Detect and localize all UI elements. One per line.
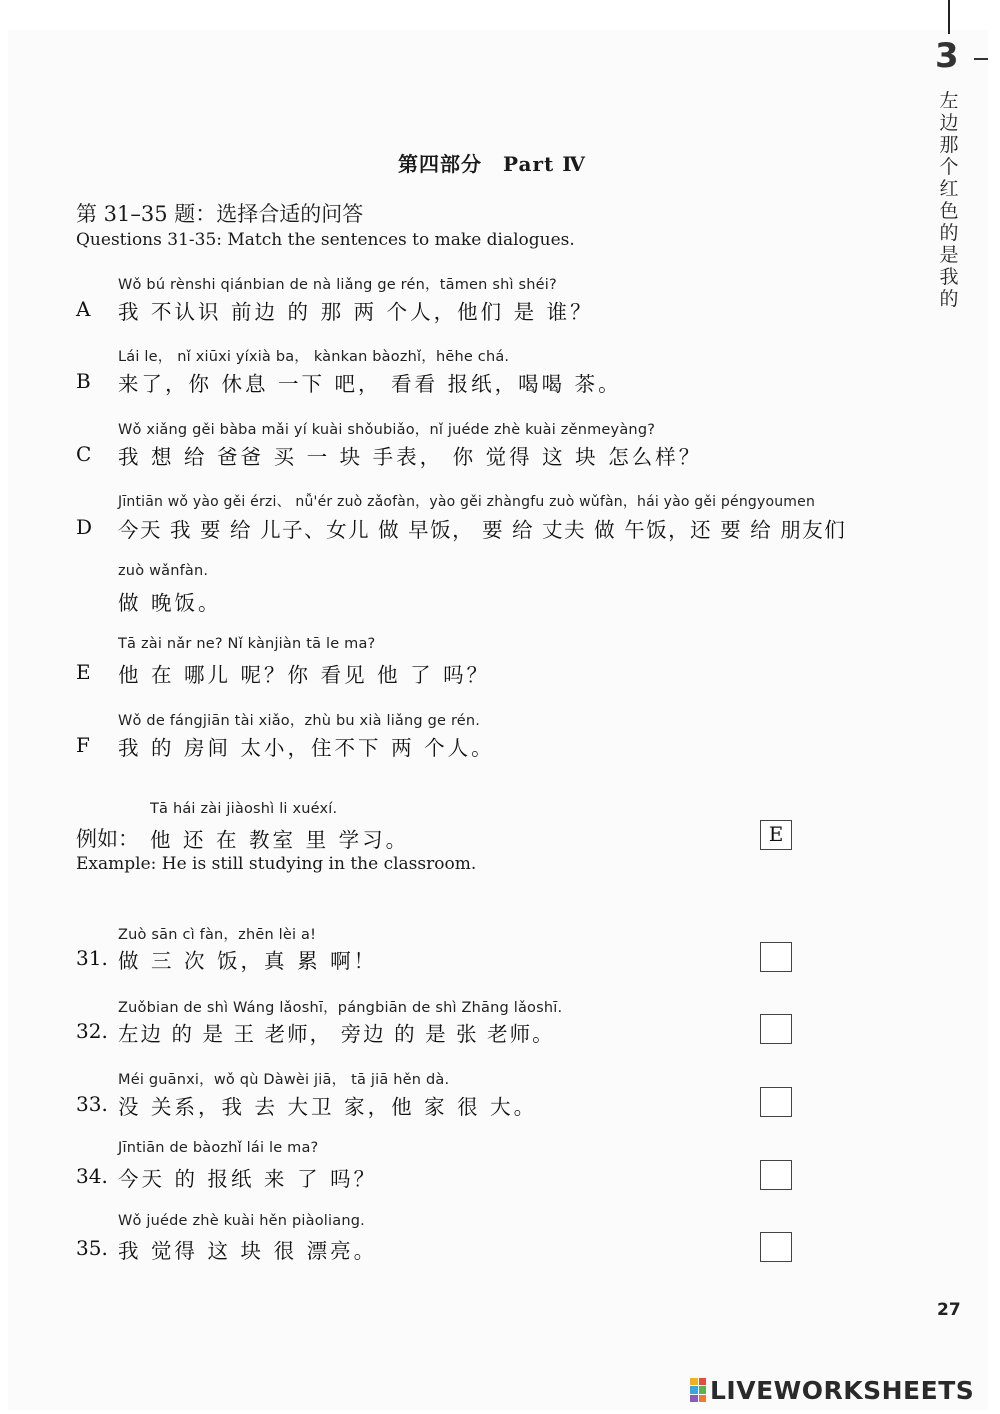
logo-square <box>699 1386 707 1393</box>
question-33-answer-box[interactable] <box>760 1087 792 1117</box>
question-31-answer-box[interactable] <box>760 942 792 972</box>
liveworksheets-logo[interactable] <box>690 1375 974 1405</box>
question-31-hanzi: 做 三 次 饭，真 累 啊！ <box>118 949 378 973</box>
unit-tab-line <box>948 0 950 34</box>
option-e-pinyin: Tā zài nǎr ne? Nǐ kànjiàn tā le ma? <box>118 636 376 652</box>
unit-tab-dash <box>974 58 988 60</box>
example-hanzi: 他 还 在 教室 里 学习。 <box>150 828 410 852</box>
option-d-hanzi-continued: 做 晚饭。 <box>118 591 222 615</box>
option-a-hanzi: 我 不认识 前边 的 那 两 个人，他们 是 谁？ <box>118 300 594 324</box>
question-32-hanzi: 左边 的 是 王 老师， 旁边 的 是 张 老师。 <box>118 1022 555 1046</box>
question-34-hanzi: 今天 的 报纸 来 了 吗？ <box>118 1167 378 1191</box>
logo-square <box>690 1386 698 1393</box>
option-f-hanzi: 我 的 房间 太小，住不下 两 个人。 <box>118 736 495 760</box>
option-e-letter: E <box>76 660 91 684</box>
question-33-number: 33. <box>76 1092 108 1116</box>
question-31-pinyin: Zuò sān cì fàn，zhēn lèi a! <box>118 927 317 943</box>
option-b-letter: B <box>76 369 91 393</box>
question-35-answer-box[interactable] <box>760 1232 792 1262</box>
logo-square <box>699 1395 707 1402</box>
option-e-hanzi: 他 在 哪儿 呢？你 看见 他 了 吗？ <box>118 663 491 687</box>
question-32-pinyin: Zuǒbian de shì Wáng lǎoshī，pángbiān de shì Zhāng lǎoshī. <box>118 1000 563 1016</box>
example-english: Example: He is still studying in the classroom. <box>76 854 477 874</box>
logo-square <box>690 1378 698 1385</box>
question-31-number: 31. <box>76 946 108 970</box>
logo-square <box>690 1395 698 1402</box>
option-d-hanzi: 今天 我 要 给 儿子、女儿 做 早饭， 要 给 丈夫 做 午饭，还 要 给 朋友们 <box>118 518 847 542</box>
question-32-answer-box[interactable] <box>760 1014 792 1044</box>
option-d-pinyin-continued: zuò wǎnfàn. <box>118 563 209 579</box>
page-number: 27 <box>937 1300 961 1320</box>
option-f-pinyin: Wǒ de fángjiān tài xiǎo，zhù bu xià liǎng ge rén. <box>118 713 481 729</box>
option-f-letter: F <box>76 733 90 757</box>
question-35-pinyin: Wǒ juéde zhè kuài hěn piàoliang. <box>118 1213 365 1229</box>
instruction-chinese: 第 31–35 题：选择合适的问答 <box>76 202 364 226</box>
option-c-letter: C <box>76 442 92 466</box>
liveworksheets-logo-icon <box>690 1378 706 1402</box>
question-34-number: 34. <box>76 1164 108 1188</box>
unit-title: 左边那个红色的是我的 <box>939 90 959 310</box>
question-33-hanzi: 没 关系，我 去 大卫 家，他 家 很 大。 <box>118 1095 538 1119</box>
liveworksheets-brand-text: LIVEWORKSHEETS <box>710 1375 975 1405</box>
example-pinyin: Tā hái zài jiàoshì li xuéxí. <box>150 801 338 817</box>
question-34-answer-box[interactable] <box>760 1160 792 1190</box>
option-b-pinyin: Lái le， nǐ xiūxi yíxià ba， kànkan bàozhǐ，hēhe chá. <box>118 349 510 365</box>
option-c-hanzi: 我 想 给 爸爸 买 一 块 手表， 你 觉得 这 块 怎么样？ <box>118 445 703 469</box>
example-label: 例如： <box>76 827 139 851</box>
section-title: 第四部分 Part Ⅳ <box>398 152 586 176</box>
option-a-pinyin: Wǒ bú rènshi qiánbian de nà liǎng ge rén，tāmen shì shéi? <box>118 277 557 293</box>
question-35-number: 35. <box>76 1236 108 1260</box>
question-33-pinyin: Méi guānxi，wǒ qù Dàwèi jiā， tā jiā hěn dà. <box>118 1072 450 1088</box>
instruction-english: Questions 31-35: Match the sentences to make dialogues. <box>76 230 575 250</box>
option-d-pinyin: Jīntiān wǒ yào gěi érzi、 nǚ'ér zuò zǎofàn，yào gěi zhàngfu zuò wǔfàn，hái yào gěi péngyoumen <box>118 494 816 510</box>
option-b-hanzi: 来了，你 休息 一下 吧， 看看 报纸，喝喝 茶。 <box>118 372 622 396</box>
question-32-number: 32. <box>76 1019 108 1043</box>
option-c-pinyin: Wǒ xiǎng gěi bàba mǎi yí kuài shǒubiǎo，nǐ juéde zhè kuài zěnmeyàng? <box>118 422 656 438</box>
option-a-letter: A <box>76 297 91 321</box>
question-34-pinyin: Jīntiān de bàozhǐ lái le ma? <box>118 1140 319 1156</box>
option-d-letter: D <box>76 515 93 539</box>
logo-square <box>699 1378 707 1385</box>
example-answer-box: E <box>760 820 792 850</box>
question-35-hanzi: 我 觉得 这 块 很 漂亮。 <box>118 1239 378 1263</box>
unit-number: 3 <box>935 36 959 76</box>
